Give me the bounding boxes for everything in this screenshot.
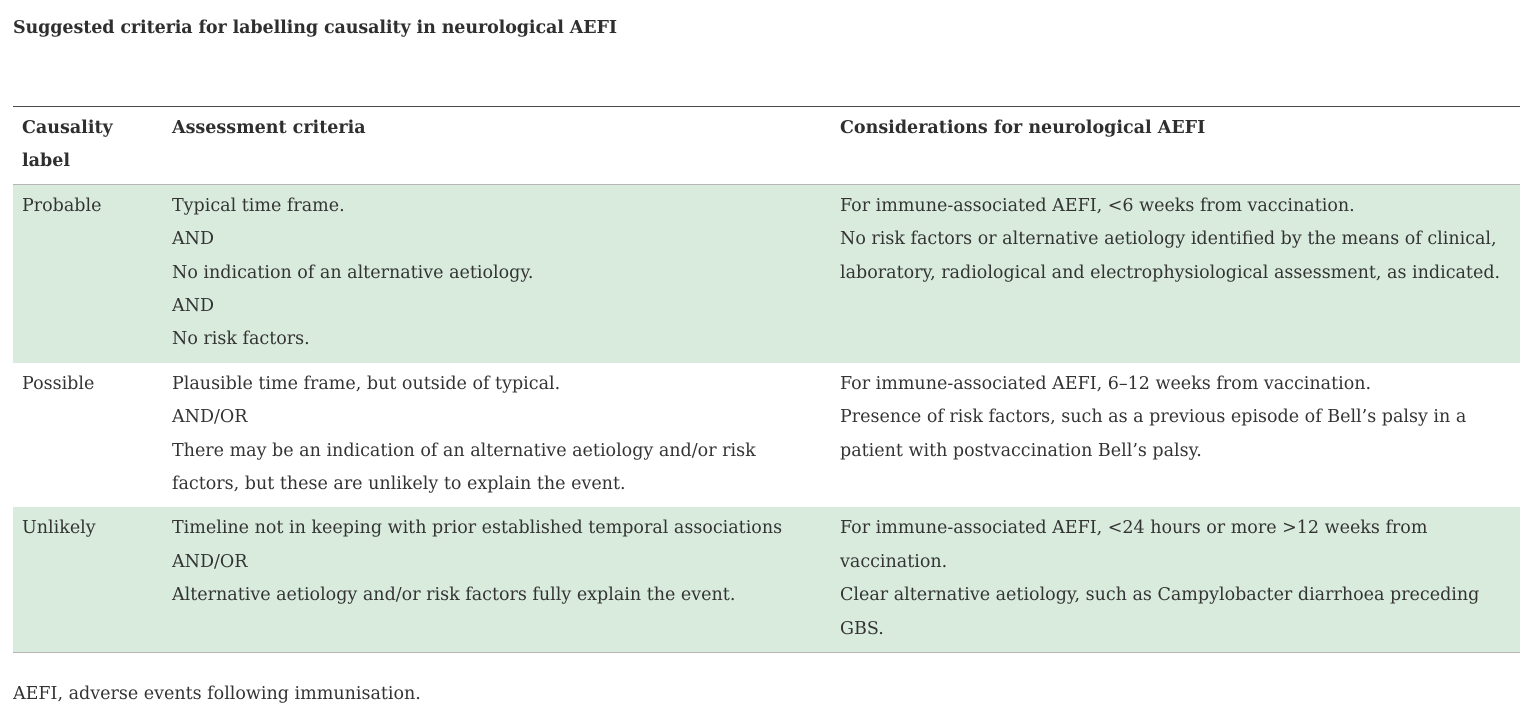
cell-label: Probable	[22, 195, 102, 216]
header-line: Assessment criteria	[172, 118, 366, 138]
header-considerations	[831, 107, 1520, 185]
header-assessment-criteria	[163, 107, 831, 185]
table-header-row	[13, 107, 1520, 185]
cell-label: Possible	[22, 373, 95, 394]
criteria-line: Typical time frame.	[172, 195, 345, 216]
causality-table-container	[13, 106, 1520, 653]
header-line: Considerations for neurological AEFI	[840, 118, 1206, 138]
criteria-line: Timeline not in keeping with prior established temporal associations	[172, 518, 783, 539]
header-line: label	[22, 151, 71, 172]
cell-criteria	[163, 184, 831, 363]
table-footnote: AEFI, adverse events following immunisation.	[13, 684, 421, 704]
table-row-probable	[13, 184, 1520, 363]
consideration-line: For immune-associated AEFI, <6 weeks from vaccination.	[840, 195, 1355, 216]
criteria-line: AND/OR	[172, 551, 248, 572]
cell-criteria	[163, 507, 831, 652]
consideration-line: No risk factors or alternative aetiology identified by the means of clinical, laboratory, radiological and electrophysiological assessment, as indicated.	[840, 229, 1501, 283]
criteria-line: There may be an indication of an alternative aetiology and/or risk factors, but these are unlikely to explain the event.	[172, 440, 756, 495]
header-causality-label	[13, 107, 163, 185]
consideration-line: Presence of risk factors, such as a previous episode of Bell’s palsy in a patient with postvaccination Bell’s palsy.	[840, 407, 1467, 461]
header-line: Causality	[22, 118, 113, 138]
criteria-line: No risk factors.	[172, 329, 310, 350]
consideration-line: For immune-associated AEFI, 6–12 weeks from vaccination.	[840, 373, 1372, 394]
criteria-line: AND/OR	[172, 407, 248, 428]
cell-label: Unlikely	[22, 518, 96, 539]
criteria-line: Plausible time frame, but outside of typical.	[172, 373, 561, 394]
cell-criteria	[163, 363, 831, 508]
consideration-line: Clear alternative aetiology, such as Campylobacter diarrhoea preceding GBS.	[840, 585, 1480, 639]
consideration-line: For immune-associated AEFI, <24 hours or more >12 weeks from vaccination.	[840, 518, 1428, 572]
criteria-line: No indication of an alternative aetiology.	[172, 262, 534, 283]
table-row-possible	[13, 363, 1520, 508]
table-caption: Suggested criteria for labelling causality in neurological AEFI	[13, 18, 617, 38]
causality-table	[13, 106, 1520, 653]
cell-considerations	[831, 184, 1520, 363]
table-row-unlikely	[13, 507, 1520, 652]
cell-considerations	[831, 363, 1520, 508]
criteria-line: Alternative aetiology and/or risk factors fully explain the event.	[172, 585, 736, 606]
criteria-line: AND	[172, 229, 214, 250]
cell-considerations	[831, 507, 1520, 652]
criteria-line: AND	[172, 296, 214, 317]
